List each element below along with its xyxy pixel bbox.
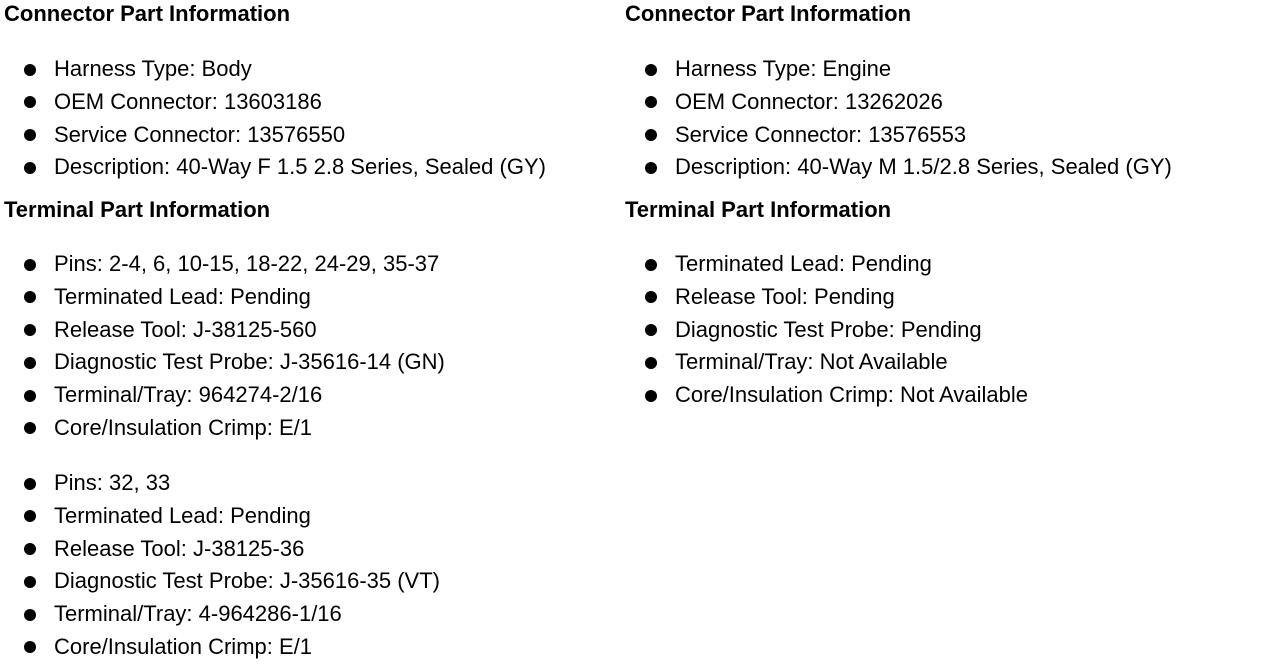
item-text: Diagnostic Test Probe: J-35616-14 (GN) (54, 349, 445, 375)
item-text: Release Tool: Pending (675, 283, 895, 309)
connector-info-list (625, 53, 1172, 184)
list-item (4, 467, 440, 500)
item-text: Description: 40-Way F 1.5 2.8 Series, Sealed (GY) (54, 154, 546, 180)
item-text: Terminated Lead: Pending (675, 251, 932, 276)
item-text: OEM Connector: 13603186 (54, 88, 322, 114)
item-text: Pins: 2-4, 6, 10-15, 18-22, 24-29, 35-37 (54, 251, 440, 276)
bullet-icon (645, 390, 657, 402)
bullet-icon (24, 162, 36, 174)
list-item (625, 379, 1028, 412)
item-text: Service Connector: 13576550 (54, 121, 346, 147)
bullet-icon (24, 96, 36, 108)
list-item (4, 248, 445, 281)
bullet-icon (24, 543, 36, 555)
item-text: Diagnostic Test Probe: Pending (675, 316, 982, 342)
list-item (4, 151, 546, 184)
item-text: Pins: 32, 33 (54, 470, 171, 495)
list-item (4, 565, 440, 598)
item-text: Core/Insulation Crimp: Not Available (675, 382, 1028, 408)
item-text: Core/Insulation Crimp: E/1 (54, 414, 312, 440)
list-item (4, 119, 546, 152)
bullet-icon (645, 162, 657, 174)
bullet-icon (24, 291, 36, 303)
list-item (4, 281, 445, 314)
terminal-heading: Terminal Part Information (625, 197, 892, 222)
item-text: Diagnostic Test Probe: J-35616-35 (VT) (54, 568, 440, 594)
list-item (625, 314, 1028, 347)
list-item (4, 598, 440, 631)
item-text: Description: 40-Way M 1.5/2.8 Series, Sealed (GY) (675, 154, 1172, 180)
bullet-icon (645, 64, 657, 76)
bullet-icon (645, 129, 657, 141)
item-text: Terminated Lead: Pending (54, 283, 311, 309)
list-item (4, 346, 445, 379)
item-text: Terminated Lead: Pending (54, 502, 311, 528)
list-item (4, 53, 546, 86)
item-text: Terminal/Tray: Not Available (675, 349, 948, 375)
bullet-icon (645, 96, 657, 108)
list-item (4, 379, 445, 412)
bullet-icon (24, 129, 36, 141)
list-item (4, 500, 440, 533)
bullet-icon (24, 422, 36, 434)
connector-info-list (4, 53, 546, 184)
bullet-icon (645, 324, 657, 336)
bullet-icon (24, 259, 36, 271)
item-text: Terminal/Tray: 4-964286-1/16 (54, 601, 342, 627)
bullet-icon (645, 357, 657, 369)
bullet-icon (24, 510, 36, 522)
bullet-icon (645, 259, 657, 271)
item-text: OEM Connector: 13262026 (675, 88, 943, 114)
terminal-heading: Terminal Part Information (4, 197, 271, 222)
list-item (4, 314, 445, 347)
list-item (625, 281, 1028, 314)
list-item (625, 346, 1028, 379)
bullet-icon (24, 324, 36, 336)
terminal-info-list (4, 248, 445, 445)
bullet-icon (24, 357, 36, 369)
item-text: Terminal/Tray: 964274-2/16 (54, 382, 323, 408)
bullet-icon (24, 64, 36, 76)
item-text: Core/Insulation Crimp: E/1 (54, 633, 312, 659)
connector-heading: Connector Part Information (4, 1, 291, 26)
list-item (625, 119, 1172, 152)
bullet-icon (24, 609, 36, 621)
item-text: Service Connector: 13576553 (675, 121, 967, 147)
item-text: Harness Type: Engine (675, 56, 892, 81)
connector-heading: Connector Part Information (625, 1, 912, 26)
list-item (625, 86, 1172, 119)
list-item (4, 533, 440, 566)
list-item (625, 53, 1172, 86)
bullet-icon (24, 478, 36, 490)
bullet-icon (24, 576, 36, 588)
list-item (4, 412, 445, 445)
list-item (625, 248, 1028, 281)
bullet-icon (24, 390, 36, 402)
bullet-icon (645, 291, 657, 303)
item-text: Harness Type: Body (54, 56, 252, 81)
terminal-info-list (625, 248, 1028, 412)
terminal-info-list-2 (4, 467, 440, 664)
list-item (625, 151, 1172, 184)
bullet-icon (24, 641, 36, 653)
list-item (4, 631, 440, 664)
list-item (4, 86, 546, 119)
item-text: Release Tool: J-38125-36 (54, 535, 305, 561)
item-text: Release Tool: J-38125-560 (54, 316, 317, 342)
